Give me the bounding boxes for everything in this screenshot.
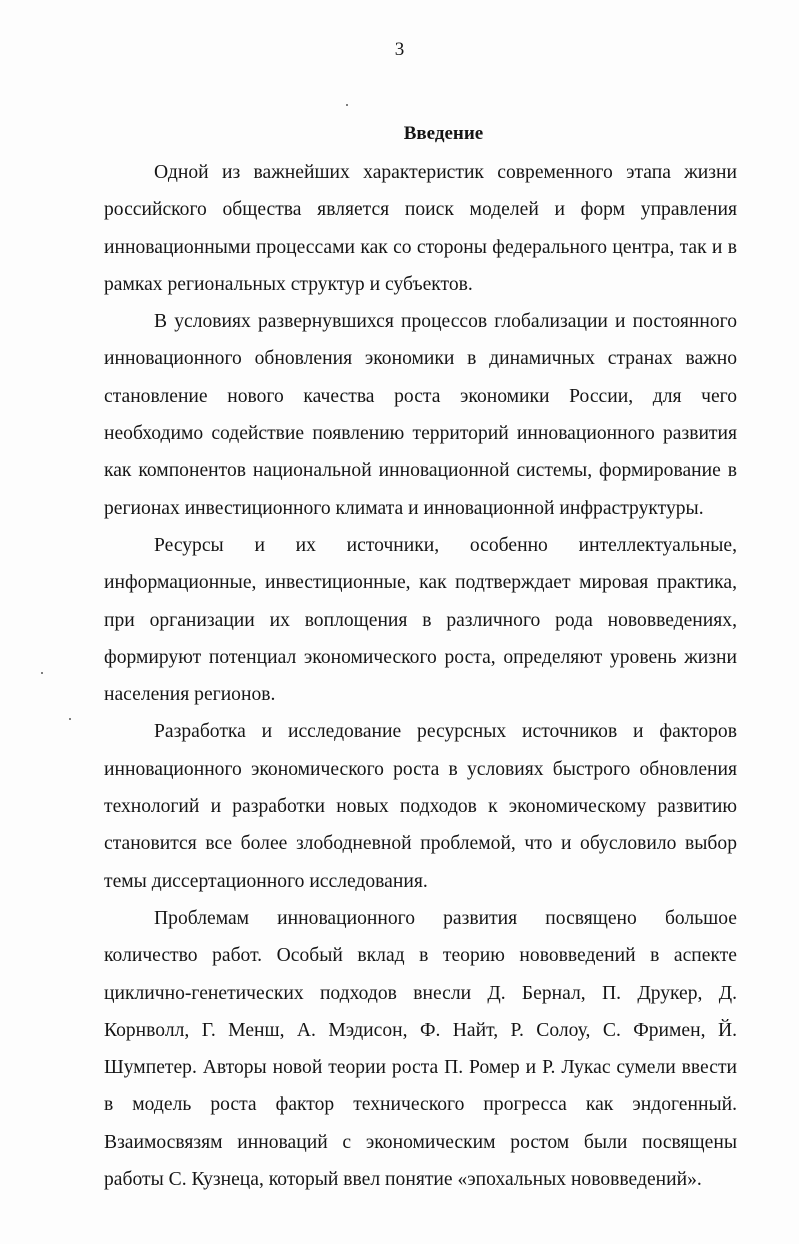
paragraph: Проблемам инновационного развития посвящено большое количество работ. Особый вклад в теорию нововведений в аспекте циклично-генетических подходов внесли Д. Бернал, П. Друкер, Д. Корнволл, Г. Менш, А. Мэдисон, Ф. Найт, Р. Солоу, С. Фримен, Й. Шумпетер. Авторы новой теории роста П. Ромер и Р. Лукас сумели ввести в модель роста фактор технического прогресса как эндогенный. Взаимосвязям инноваций с экономическим ростом были посвящены работы С. Кузнеца, который ввел понятие «эпохальных нововведений». <box>104 907 737 1191</box>
paragraph: В условиях развернувшихся процессов глобализации и постоянного инновационного обновления экономики в динамичных странах важно становление нового качества роста экономики России, для чего необходимо содействие появлению территорий инновационного развития как компонентов национальной инновационной системы, формирование в регионах инвестиционного климата и инновационной инфраструктуры. <box>104 311 737 519</box>
page-number: 3 <box>394 39 405 60</box>
scan-speck <box>69 718 71 720</box>
paragraph: Ресурсы и их источники, особенно интеллектуальные, информационные, инвестиционные, как подтверждает мировая практика, при организации их воплощения в различного рода нововведениях, формируют потенциал экономического роста, определяют уровень жизни населения регионов. <box>104 534 737 706</box>
scan-speck <box>41 672 43 674</box>
paragraph: Одной из важнейших характеристик современного этапа жизни российского общества является поиск моделей и форм управления инновационными процессами как со стороны федерального центра, так и в рамках региональных структур и субъектов. <box>104 162 737 295</box>
scan-speck <box>346 104 348 106</box>
paragraph: Разработка и исследование ресурсных источников и факторов инновационного экономического роста в условиях быстрого обновления технологий и разработки новых подходов к экономическому развитию становится все более злободневной проблемой, что и обусловило выбор темы диссертационного исследования. <box>104 721 737 892</box>
section-heading: Введение <box>403 123 484 144</box>
body-text <box>104 154 737 1198</box>
